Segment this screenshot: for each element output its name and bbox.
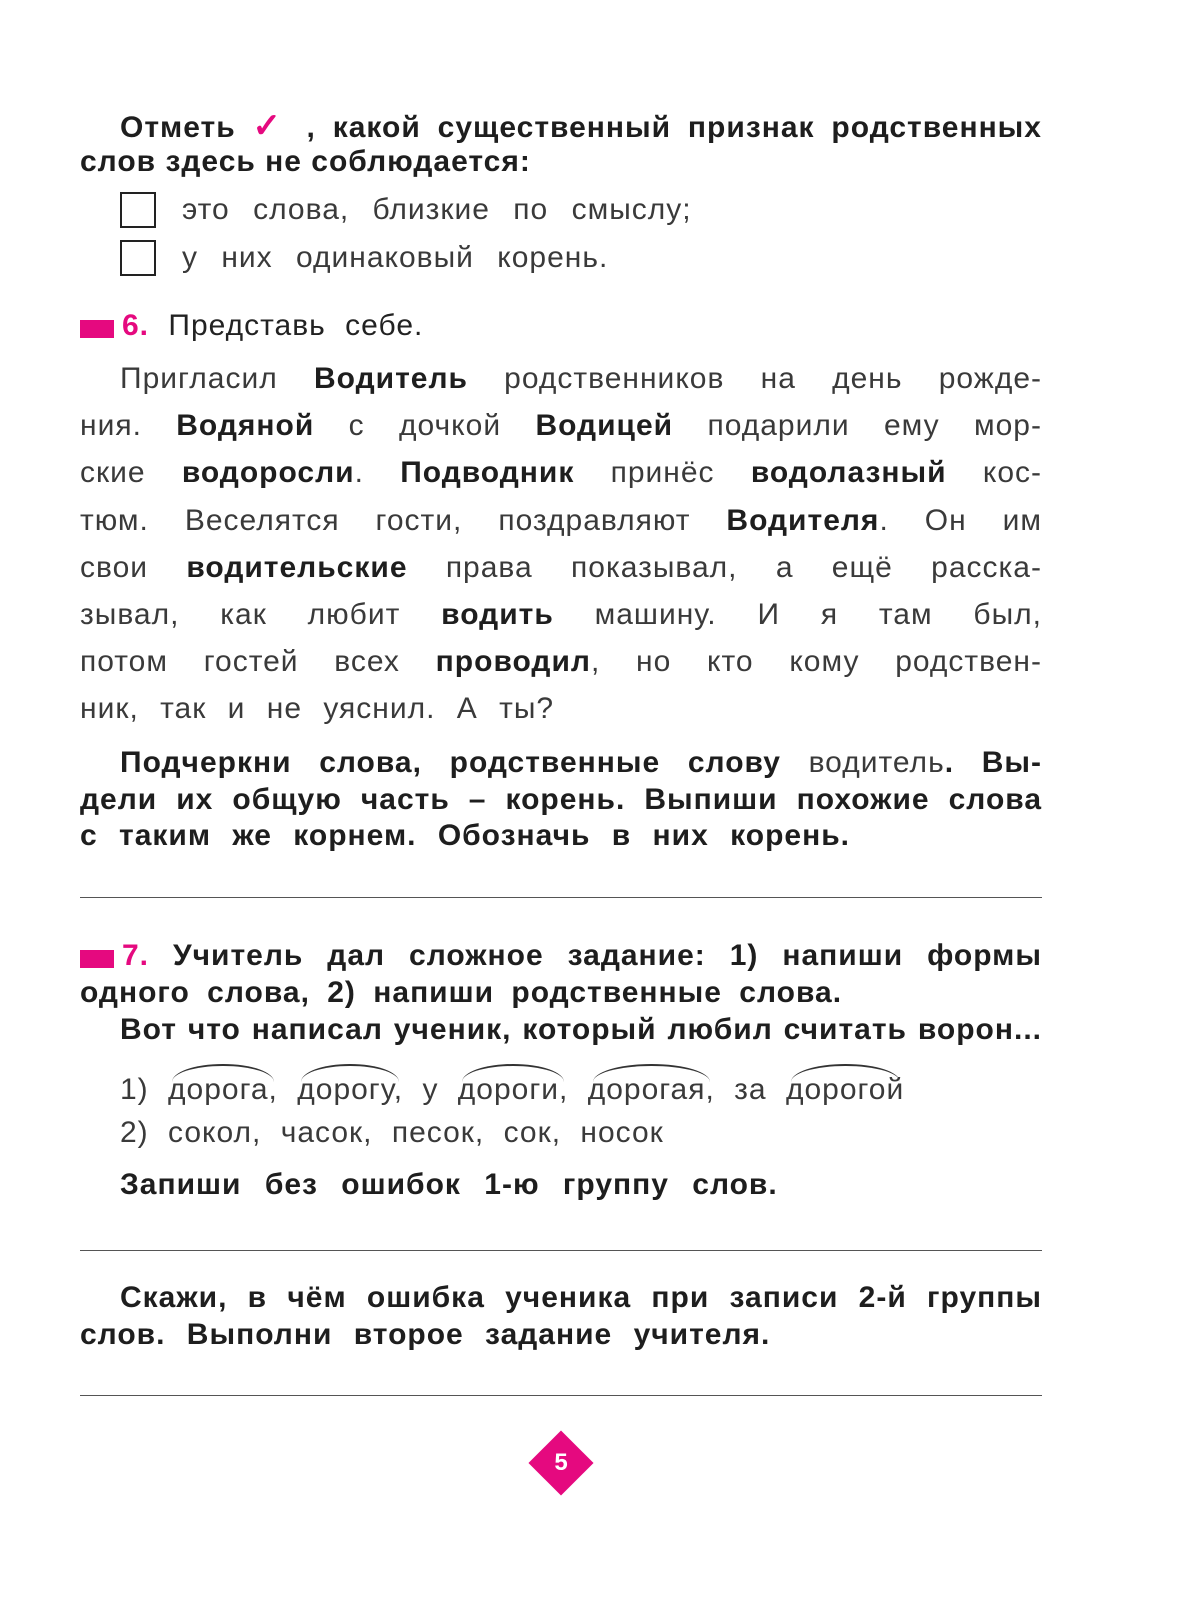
bold-word: Водителя: [726, 503, 880, 537]
instr-line: [80, 782, 1042, 818]
story-line: [80, 644, 1042, 680]
write-task: Запиши без ошибок 1-ю группу слов.: [120, 1168, 778, 1201]
question-line-2: слов. Выполни второе задание учителя.: [80, 1318, 771, 1351]
task-text: Учитель дал сложное задание: 1) напиши формы: [172, 939, 1042, 972]
word-with-root-arc: дорогу,: [297, 1073, 404, 1106]
text-segment: . Он им: [879, 503, 1042, 537]
bold-word: водить: [441, 598, 554, 631]
bold-word: Водитель: [313, 362, 468, 395]
bold-word: Подводник: [400, 456, 575, 490]
text-segment: Пригласил: [120, 362, 314, 395]
text-segment: родственников на день рожде-: [467, 362, 1043, 395]
text-segment: водитель: [808, 746, 945, 779]
intro-text: , какой существенный признак родственных: [306, 111, 1042, 144]
text-segment: .: [354, 456, 401, 490]
intro-line-1: [120, 108, 1042, 146]
story-line: [120, 361, 1042, 397]
story-line: [80, 455, 1042, 491]
intro-text: Отметь: [120, 111, 236, 144]
page-number: 5: [554, 1449, 568, 1476]
bold-word: проводил: [435, 645, 591, 679]
bold-word: водоросли: [181, 456, 355, 490]
text-segment: зывал, как любит: [80, 598, 442, 631]
answer-line[interactable]: [80, 1395, 1042, 1396]
bold-word: Водицей: [535, 409, 674, 443]
group1-words: [120, 1072, 904, 1108]
option-label-1: это слова, близкие по смыслу;: [182, 193, 692, 226]
word-with-root-arc: дороги,: [457, 1073, 569, 1106]
text-segment: ник, так и не уяснил. А ты?: [80, 692, 555, 726]
bold-word: водительские: [186, 550, 408, 584]
bold-word: . Вы-: [944, 746, 1042, 779]
text-segment: , но кто кому родствен-: [590, 645, 1042, 679]
story-line: [80, 408, 1042, 444]
text-segment: ния.: [80, 409, 177, 443]
text-segment: ские: [80, 456, 182, 490]
text-segment: права показывал, а ещё расска-: [407, 550, 1042, 584]
intro-line-2: слов здесь не соблюдается:: [80, 145, 531, 178]
bold-word: водолазный: [750, 456, 947, 490]
task6-heading: [122, 308, 1084, 344]
answer-line[interactable]: [80, 897, 1042, 898]
text-segment: тюм. Веселятся гости, поздравляют: [80, 503, 727, 537]
question-line-1: Скажи, в чём ошибка ученика при записи 2-й группы: [120, 1281, 1042, 1314]
answer-line[interactable]: [80, 1250, 1042, 1251]
checkmark-icon: ✓: [252, 107, 290, 145]
task-title: Представь себе.: [168, 309, 424, 342]
option-label-2: у них одинаковый корень.: [182, 241, 609, 274]
bold-word: дели их общую часть – корень. Выпиши похожие слова: [80, 782, 1042, 816]
text-segment: подарили ему мор-: [673, 409, 1042, 443]
text-segment: принёс: [574, 456, 751, 490]
word: за: [734, 1073, 767, 1106]
bold-word: с таким же корнем. Обозначь в них корень.: [80, 819, 850, 852]
story-line: [80, 550, 1042, 586]
group2-words: 2) сокол, часок, песок, сок, носок: [120, 1116, 664, 1149]
word-with-root-arc: дорогой: [785, 1073, 905, 1106]
text-segment: потом гостей всех: [80, 645, 436, 679]
story-line: [80, 503, 1042, 539]
instr-line: [80, 818, 1042, 854]
word-with-root-arc: дорогая,: [587, 1073, 715, 1106]
task-number: 6.: [122, 309, 150, 342]
task7-line-2: одного слова, 2) напиши родственные слова.: [80, 976, 843, 1009]
word-with-root-arc: дорога,: [168, 1073, 278, 1106]
group-label: 1): [120, 1073, 149, 1106]
task-number: 7.: [122, 939, 150, 972]
task7-line-3: Вот что написал ученик, который любил считать ворон...: [120, 1013, 1042, 1046]
option-checkbox-2[interactable]: [120, 240, 156, 276]
instr-line: [120, 745, 1042, 781]
story-line: [80, 691, 1042, 727]
task-marker: [80, 950, 114, 968]
story-line: [80, 597, 1042, 633]
option-checkbox-1[interactable]: [120, 192, 156, 228]
bold-word: Водяной: [176, 409, 315, 443]
text-segment: свои: [80, 550, 187, 584]
text-segment: с дочкой: [314, 409, 536, 443]
bold-word: Подчеркни слова, родственные слову: [120, 746, 809, 779]
text-segment: машину. И я там был,: [553, 598, 1042, 631]
task7-line-1: [122, 938, 1042, 974]
task-marker: [80, 320, 114, 338]
text-segment: кос-: [946, 456, 1043, 490]
word: у: [422, 1073, 439, 1106]
